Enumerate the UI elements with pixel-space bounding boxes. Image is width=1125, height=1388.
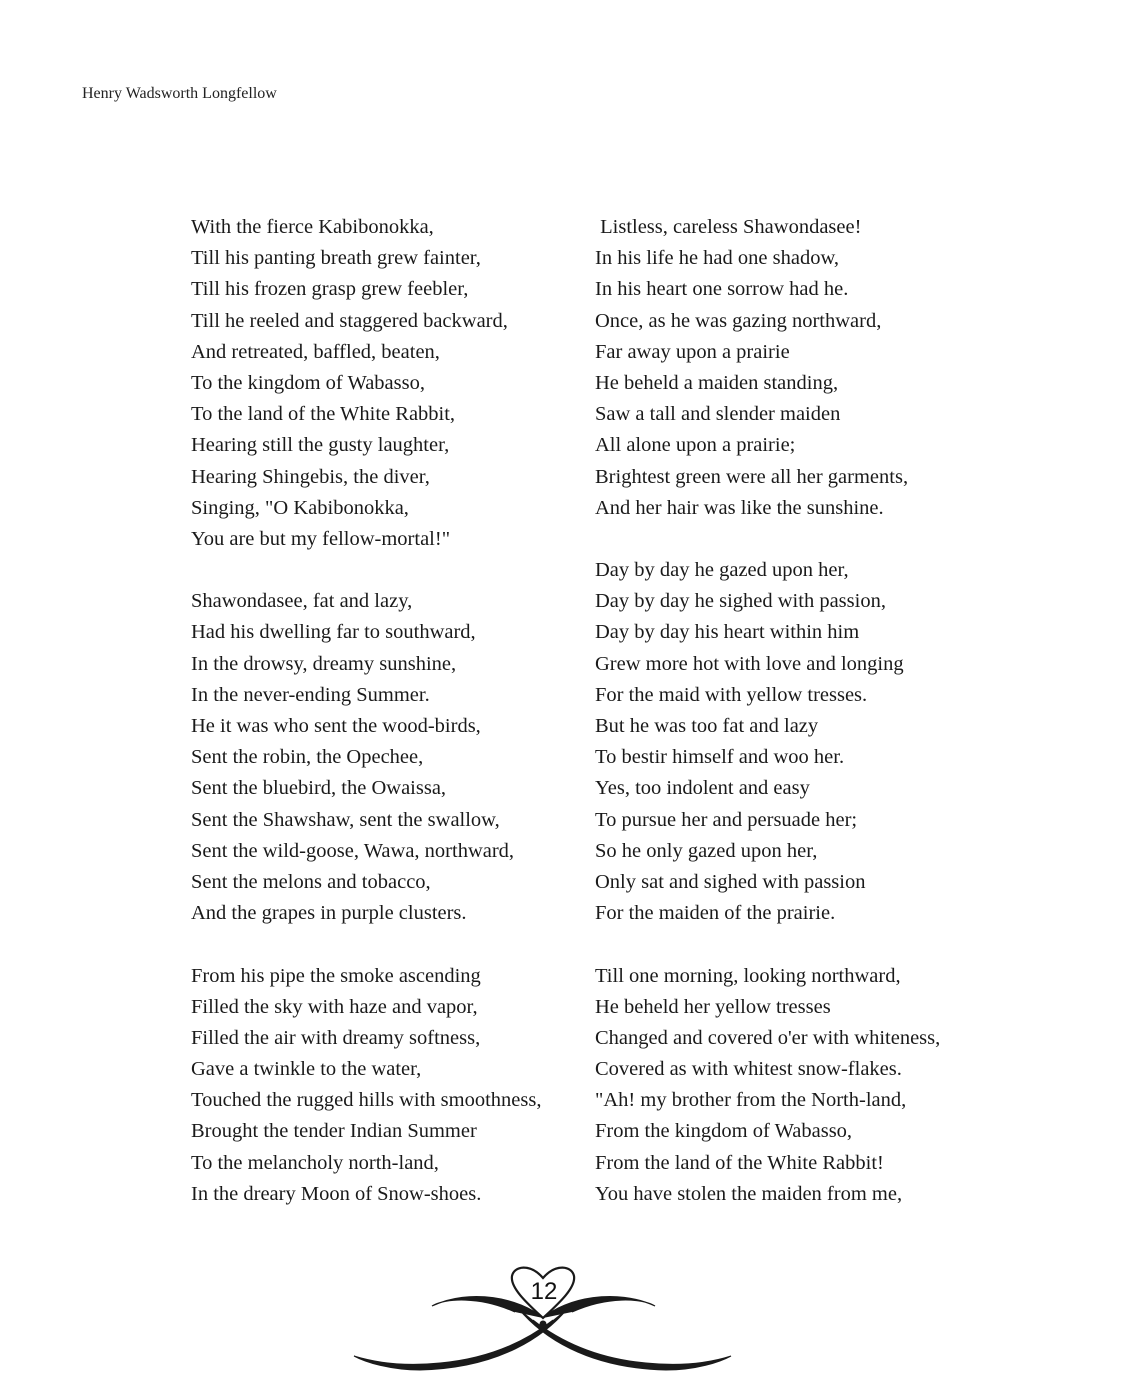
poem-line: Filled the air with dreamy softness, (191, 1026, 481, 1049)
poem-line: He beheld a maiden standing, (595, 371, 839, 394)
poem-line: Hearing Shingebis, the diver, (191, 465, 430, 488)
poem-line: Till his frozen grasp grew feebler, (191, 278, 469, 301)
poem-line: Day by day his heart within him (595, 621, 860, 644)
poem-line: Filled the sky with haze and vapor, (191, 995, 478, 1018)
poem-line: With the fierce Kabibonokka, (191, 216, 434, 238)
poem-line: Gave a twinkle to the water, (191, 1058, 422, 1081)
poem-line: And the grapes in purple clusters. (191, 902, 467, 925)
poem-line: Sent the bluebird, the Owaissa, (191, 777, 447, 800)
poem-line: Touched the rugged hills with smoothness, (191, 1089, 542, 1112)
poem-line: To the melancholy north-land, (191, 1151, 439, 1174)
poem-line: Brought the tender Indian Summer (191, 1120, 477, 1143)
poem-line: From the land of the White Rabbit! (595, 1151, 884, 1174)
poem-line: And retreated, baffled, beaten, (191, 340, 440, 363)
poem-line: Shawondasee, fat and lazy, (191, 590, 413, 613)
poem-line: Day by day he sighed with passion, (595, 590, 886, 613)
poem-line: From the kingdom of Wabasso, (595, 1120, 853, 1143)
poem-line: In the drowsy, dreamy sunshine, (191, 652, 457, 675)
poem-line: Hearing still the gusty laughter, (191, 434, 450, 457)
stanza (595, 212, 940, 524)
poem-line: Brightest green were all her garments, (595, 465, 909, 488)
poem-line: And her hair was like the sunshine. (595, 496, 884, 519)
running-header-author: Henry Wadsworth Longfellow (82, 85, 277, 102)
poem-line: Till one morning, looking northward, (595, 964, 901, 987)
poem-line: Yes, too indolent and easy (595, 777, 810, 800)
stanza (191, 961, 541, 1211)
poem-line: So he only gazed upon her, (595, 839, 818, 862)
poem-line: Sent the wild-goose, Wawa, northward, (191, 839, 515, 862)
poem-line: For the maid with yellow tresses. (595, 683, 868, 706)
poem-line: He it was who sent the wood-birds, (191, 715, 481, 737)
poem-line: But he was too fat and lazy (595, 715, 819, 737)
poem-line: In the never-ending Summer. (191, 683, 430, 706)
poem-line: In his heart one sorrow had he. (595, 278, 849, 301)
poem-column-left (191, 212, 541, 1210)
stanza (191, 212, 541, 555)
poem-line: You are but my fellow-mortal!" (191, 527, 451, 550)
stanza (595, 555, 940, 929)
poem-line: To pursue her and persuade her; (595, 808, 858, 831)
poem-line: Till his panting breath grew fainter, (191, 247, 481, 270)
stanza (191, 586, 541, 929)
stanza (595, 961, 940, 1211)
poem-line: In the dreary Moon of Snow-shoes. (191, 1182, 482, 1205)
poem-line: Saw a tall and slender maiden (595, 403, 841, 426)
poem-line: You have stolen the maiden from me, (595, 1182, 903, 1205)
poem-column-right (595, 212, 940, 1210)
poem-line: To the kingdom of Wabasso, (191, 371, 425, 394)
poem-line: Grew more hot with love and longing (595, 652, 904, 675)
poem-line: Only sat and sighed with passion (595, 870, 866, 893)
poem-line: Listless, careless Shawondasee! (595, 216, 862, 238)
poem-line: All alone upon a prairie; (595, 434, 796, 457)
poem-line: Changed and covered o'er with whiteness, (595, 1026, 941, 1049)
poem-line: To the land of the White Rabbit, (191, 403, 456, 426)
poem-line: Had his dwelling far to southward, (191, 621, 476, 644)
poem-line: To bestir himself and woo her. (595, 746, 845, 769)
page-number: 12 (530, 1278, 558, 1305)
poem-line: Singing, "O Kabibonokka, (191, 496, 409, 519)
poem-line: He beheld her yellow tresses (595, 995, 831, 1018)
poem-line: Far away upon a prairie (595, 340, 790, 363)
poem-line: Sent the Shawshaw, sent the swallow, (191, 808, 500, 831)
poem-line: In his life he had one shadow, (595, 247, 840, 270)
poem-line: From his pipe the smoke ascending (191, 964, 481, 987)
poem-line: For the maiden of the prairie. (595, 902, 836, 925)
poem-line: Till he reeled and staggered backward, (191, 309, 508, 332)
poem-line: Sent the melons and tobacco, (191, 870, 431, 893)
poem-line: Day by day he gazed upon her, (595, 559, 849, 582)
poem-line: Sent the robin, the Opechee, (191, 746, 424, 769)
poem-line: Covered as with whitest snow-flakes. (595, 1058, 902, 1081)
poem-line: "Ah! my brother from the North-land, (595, 1089, 907, 1112)
poem-line: Once, as he was gazing northward, (595, 309, 882, 332)
